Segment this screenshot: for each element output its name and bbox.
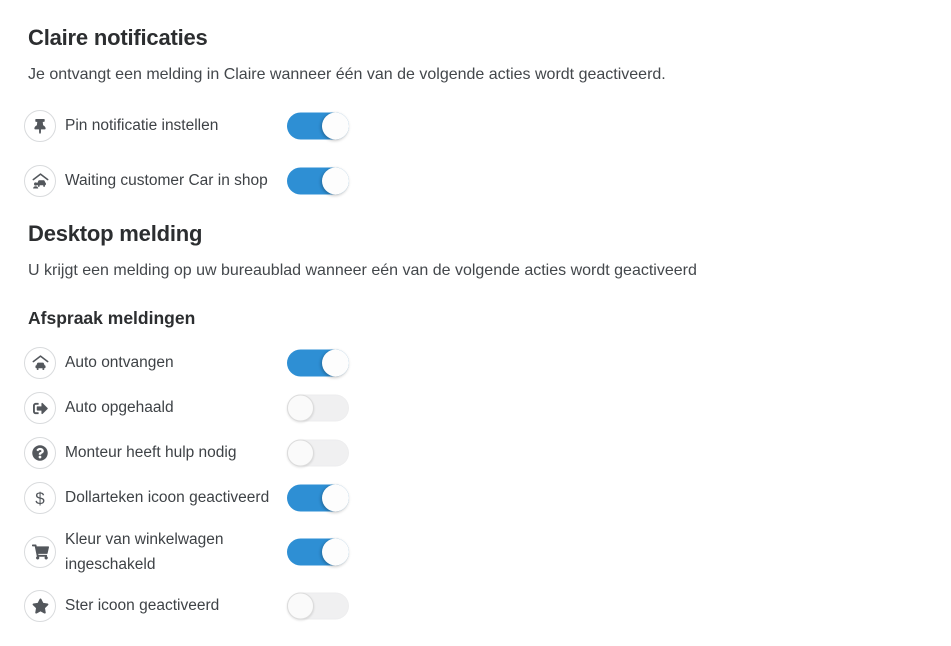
toggle-auto-opgehaald[interactable] [287, 395, 349, 422]
shopping-cart-icon [24, 536, 56, 568]
toggle-waiting-customer[interactable] [287, 168, 349, 195]
setting-row-dollarteken [24, 482, 923, 514]
toggle-dollarteken[interactable] [287, 485, 349, 512]
setting-row-monteur-hulp [24, 437, 923, 469]
toggle-monteur-hulp[interactable] [287, 440, 349, 467]
setting-label: Waiting customer Car in shop [65, 172, 268, 189]
setting-label: Pin notificatie instellen [65, 117, 219, 134]
claire-section-subtitle: Je ontvangt een melding in Claire wanneer één van de volgende acties wordt geactiveerd. [28, 66, 666, 83]
setting-row-auto-opgehaald [24, 392, 923, 424]
toggle-ster[interactable] [287, 593, 349, 620]
toggle-knob [322, 485, 349, 512]
setting-row-auto-ontvangen [24, 347, 923, 379]
star-icon [24, 590, 56, 622]
toggle-knob [287, 440, 314, 467]
setting-row-pin-notificatie [24, 110, 923, 142]
toggle-knob [322, 350, 349, 377]
toggle-knob [322, 539, 349, 566]
toggle-winkelwagen[interactable] [287, 539, 349, 566]
claire-section-title: Claire notificaties [28, 25, 208, 50]
setting-row-winkelwagen [24, 527, 923, 577]
toggle-knob [287, 395, 314, 422]
afspraak-group-heading: Afspraak meldingen [28, 308, 196, 328]
toggle-knob [287, 593, 314, 620]
desktop-section-title: Desktop melding [28, 221, 203, 246]
setting-label: Ster icoon geactiveerd [65, 597, 220, 614]
dollar-icon [24, 482, 56, 514]
setting-label: Auto ontvangen [65, 354, 174, 371]
setting-row-ster [24, 590, 923, 622]
toggle-knob [322, 113, 349, 140]
setting-label: Monteur heeft hulp nodig [65, 444, 237, 461]
dollar-glyph: $ [35, 488, 45, 508]
setting-label-line1: Kleur van winkelwagen [65, 531, 224, 548]
car-leave-icon [24, 392, 56, 424]
toggle-knob [322, 168, 349, 195]
claire-settings-list [24, 110, 923, 197]
setting-label-line2: ingeschakeld [65, 556, 156, 573]
setting-label: Auto opgehaald [65, 399, 174, 416]
toggle-auto-ontvangen[interactable] [287, 350, 349, 377]
desktop-settings-list [24, 347, 923, 622]
setting-label [65, 527, 224, 577]
car-garage-icon [24, 347, 56, 379]
question-circle-icon [24, 437, 56, 469]
toggle-pin-notificatie[interactable] [287, 113, 349, 140]
car-in-shop-icon [24, 165, 56, 197]
setting-label: Dollarteken icoon geactiveerd [65, 489, 270, 506]
pin-icon [24, 110, 56, 142]
desktop-section-subtitle: U krijgt een melding op uw bureaublad wanneer eén van de volgende acties wordt geactiveerd [28, 262, 697, 279]
setting-row-waiting-customer [24, 165, 923, 197]
